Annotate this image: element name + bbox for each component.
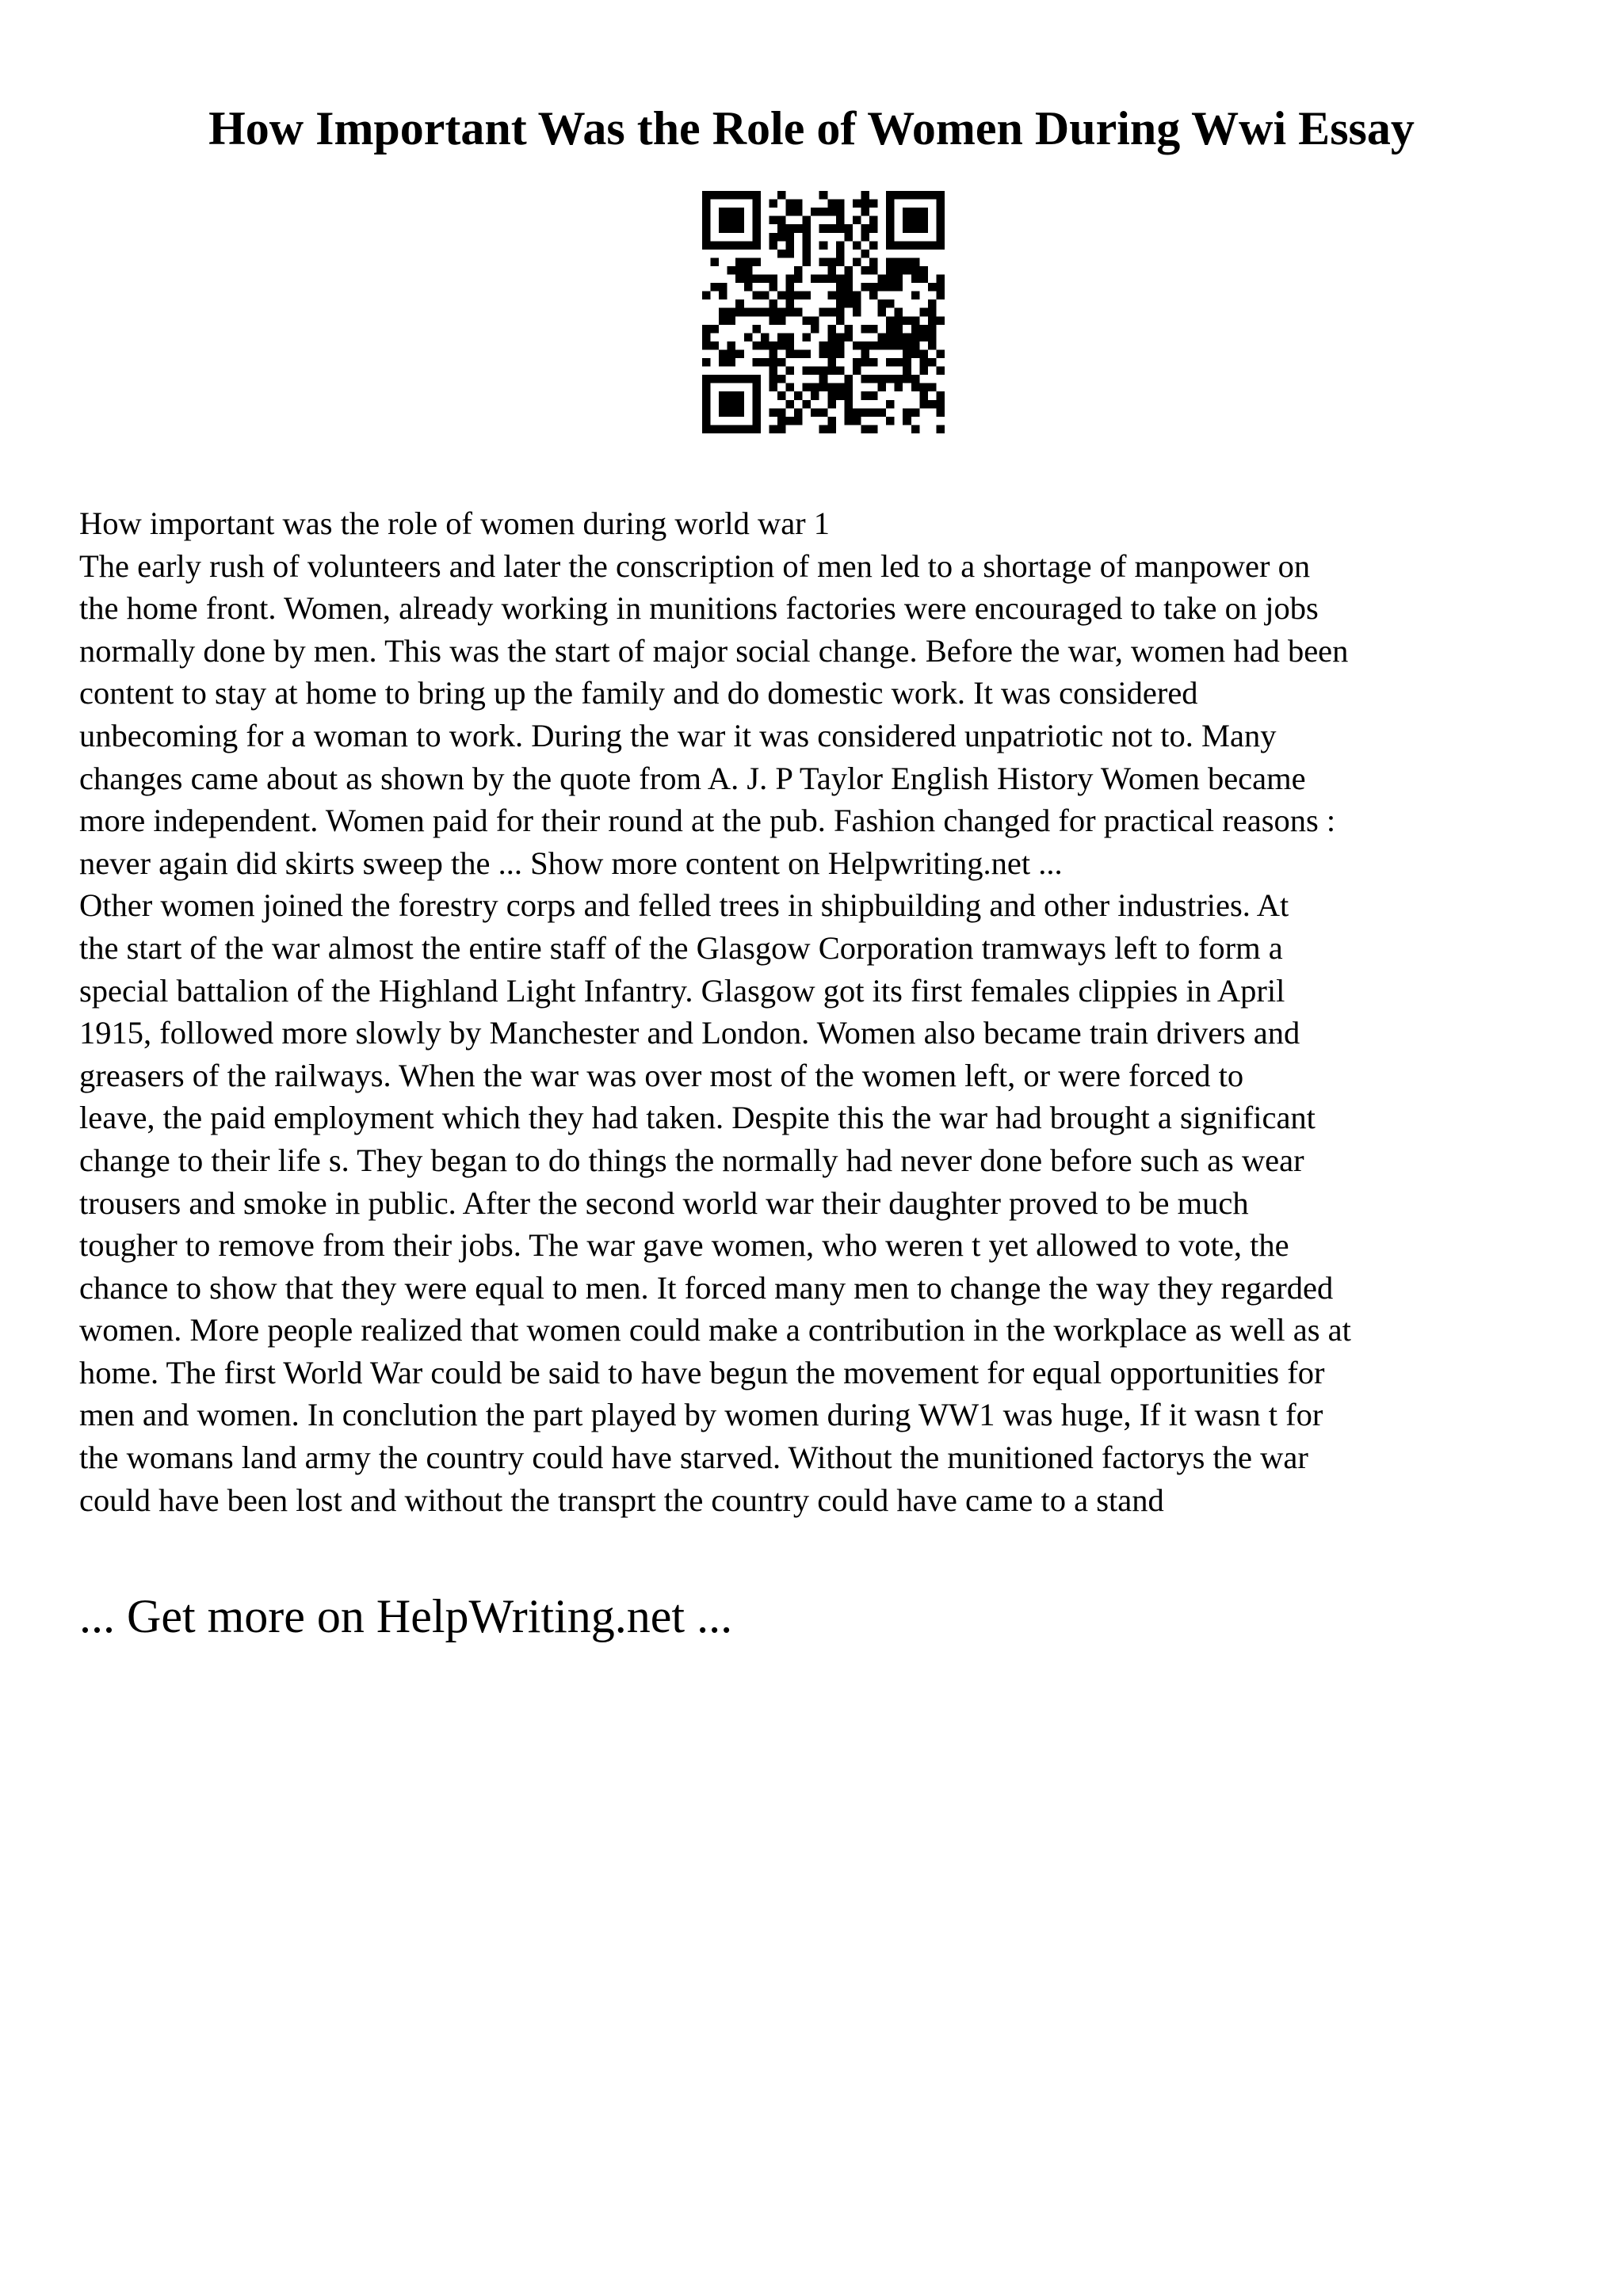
essay-line: chance to show that they were equal to men. It forced many men to change the way they regarded — [79, 1269, 1334, 1306]
essay-line: men and women. In conclution the part played by women during WW1 was huge, If it wasn t for — [79, 1397, 1323, 1433]
essay-line: Other women joined the forestry corps and felled trees in shipbuilding and other industries. At — [79, 887, 1289, 924]
essay-line: the start of the war almost the entire staff of the Glasgow Corporation tramways left to form a — [79, 929, 1283, 966]
essay-line: greasers of the railways. When the war was over most of the women left, or were forced to — [79, 1057, 1244, 1093]
essay-line: The early rush of volunteers and later the conscription of men led to a shortage of manpower on — [79, 547, 1311, 584]
get-more-link[interactable]: ... Get more on HelpWriting.net ... — [79, 1590, 733, 1642]
essay-line: trousers and smoke in public. After the second world war their daughter proved to be much — [79, 1184, 1249, 1221]
essay-line: home. The first World War could be said to have begun the movement for equal opportunities for — [79, 1354, 1325, 1390]
essay-line: women. More people realized that women could make a contribution in the workplace as well as at — [79, 1312, 1351, 1348]
essay-line: 1915, followed more slowly by Manchester and London. Women also became train drivers and — [79, 1015, 1300, 1051]
document-title: How Important Was the Role of Women During Wwi Essay — [208, 102, 1415, 154]
essay-line: How important was the role of women during world war 1 — [79, 505, 831, 541]
essay-line: change to their life s. They began to do things the normally had never done before such as wear — [79, 1142, 1304, 1178]
qr-code-icon — [702, 191, 945, 433]
essay-line: normally done by men. This was the start of major social change. Before the war, women had been — [79, 632, 1349, 669]
essay-line: tougher to remove from their jobs. The war gave women, who weren t yet allowed to vote, the — [79, 1227, 1289, 1264]
essay-line: special battalion of the Highland Light Infantry. Glasgow got its first females clippies in April — [79, 972, 1285, 1009]
essay-line: changes came about as shown by the quote from A. J. P Taylor English History Women became — [79, 760, 1306, 796]
essay-line: more independent. Women paid for their round at the pub. Fashion changed for practical reasons : — [79, 803, 1336, 839]
essay-line: unbecoming for a woman to work. During the war it was considered unpatriotic not to. Many — [79, 717, 1277, 753]
essay-line: never again did skirts sweep the ... Show more content on Helpwriting.net ... — [79, 845, 1063, 881]
essay-line: leave, the paid employment which they had taken. Despite this the war had brought a significant — [79, 1100, 1316, 1136]
essay-line: content to stay at home to bring up the family and do domestic work. It was considered — [79, 675, 1198, 711]
essay-line: could have been lost and without the transprt the country could have came to a stand — [79, 1482, 1164, 1518]
essay-body — [79, 502, 1553, 1521]
essay-line: the womans land army the country could have starved. Without the munitioned factorys the war — [79, 1440, 1308, 1476]
essay-line: the home front. Women, already working in munitions factories were encouraged to take on jobs — [79, 590, 1319, 627]
